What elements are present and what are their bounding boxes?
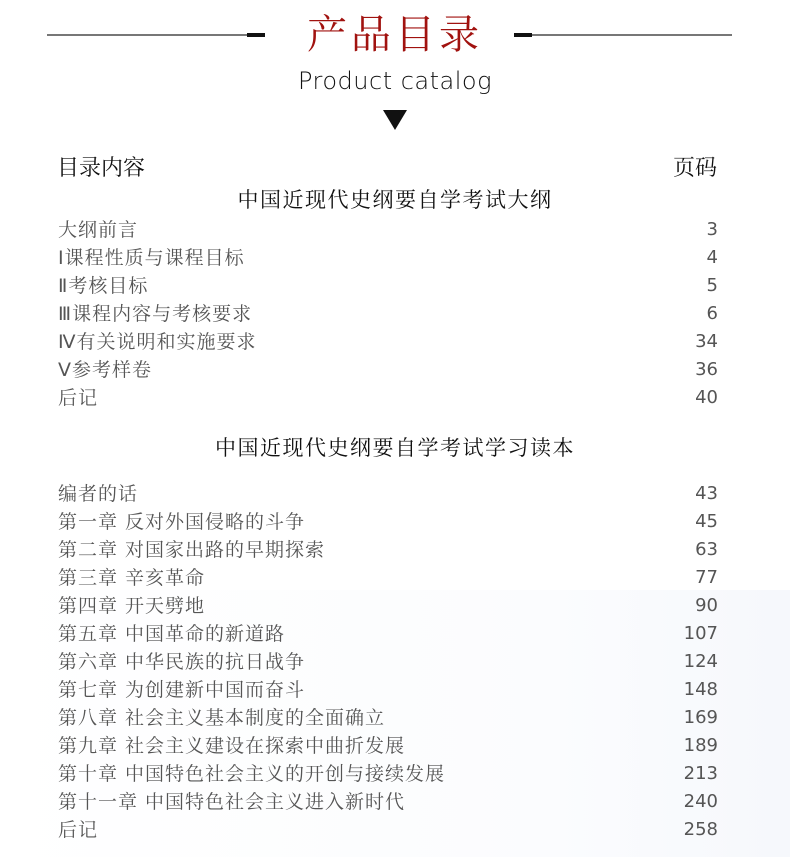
column-header-contents: 目录内容: [57, 156, 146, 181]
toc-row: [0, 272, 790, 300]
toc-label: 第四章 开天劈地: [58, 595, 206, 617]
toc-row: [0, 648, 790, 676]
toc-row: [0, 536, 790, 564]
toc-page: 40: [695, 387, 718, 408]
toc-page: 240: [683, 791, 718, 812]
toc-row: [0, 760, 790, 788]
toc-row: [0, 564, 790, 592]
toc-row: [0, 816, 790, 844]
toc-label: 后记: [58, 819, 99, 841]
toc-row: [0, 300, 790, 328]
page-title: 产品目录: [307, 12, 483, 58]
toc-label: Ⅲ课程内容与考核要求: [58, 303, 253, 325]
toc-label: 第一章 反对外国侵略的斗争: [58, 511, 306, 533]
toc-label: Ⅴ参考样卷: [58, 359, 152, 381]
toc-label: Ⅳ有关说明和实施要求: [58, 331, 257, 353]
toc-label: 第六章 中华民族的抗日战争: [58, 651, 306, 673]
toc-label: 第十章 中国特色社会主义的开创与接续发展: [58, 763, 446, 785]
toc-page: 258: [683, 819, 718, 840]
section-title: 中国近现代史纲要自学考试大纲: [237, 188, 553, 212]
toc-row: [0, 592, 790, 620]
toc-row: [0, 704, 790, 732]
page-subtitle: Product catalog: [297, 67, 493, 95]
toc-row: [0, 480, 790, 508]
toc-page: 45: [695, 511, 718, 532]
toc-page: 63: [695, 539, 718, 560]
toc-page: 36: [695, 359, 718, 380]
toc-page: 213: [683, 763, 718, 784]
section-title: 中国近现代史纲要自学考试学习读本: [215, 436, 575, 460]
toc-row: [0, 356, 790, 384]
column-header-page: 页码: [673, 156, 718, 181]
toc-page: 148: [683, 679, 718, 700]
toc-label: Ⅱ考核目标: [58, 275, 149, 297]
toc-label: 第三章 辛亥革命: [58, 567, 206, 589]
toc-row: [0, 732, 790, 760]
toc-row: [0, 508, 790, 536]
toc-row: [0, 328, 790, 356]
toc-label: 第十一章 中国特色社会主义进入新时代: [58, 791, 406, 813]
toc-row: [0, 244, 790, 272]
toc-page: 34: [695, 331, 718, 352]
toc-page: 5: [706, 275, 718, 296]
toc-page: 3: [706, 219, 718, 240]
toc-page: 77: [695, 567, 718, 588]
toc-row: [0, 216, 790, 244]
toc-label: 编者的话: [58, 483, 139, 505]
toc-page: 189: [683, 735, 718, 756]
toc-row: [0, 620, 790, 648]
toc-label: 后记: [58, 387, 99, 409]
toc-label: 第五章 中国革命的新道路: [58, 623, 286, 645]
toc-label: 第二章 对国家出路的早期探索: [58, 539, 326, 561]
toc-label: 第九章 社会主义建设在探索中曲折发展: [58, 735, 406, 757]
toc-row: [0, 788, 790, 816]
down-triangle-icon: [383, 110, 407, 130]
toc-row: [0, 384, 790, 412]
toc-page: 43: [695, 483, 718, 504]
toc-page: 4: [706, 247, 718, 268]
toc-page: 90: [695, 595, 718, 616]
toc-label: 大纲前言: [58, 219, 139, 241]
toc-label: 第七章 为创建新中国而奋斗: [58, 679, 306, 701]
toc-page: 6: [706, 303, 718, 324]
toc-page: 169: [683, 707, 718, 728]
toc-page: 107: [683, 623, 718, 644]
toc-label: Ⅰ课程性质与课程目标: [58, 247, 245, 269]
toc-label: 第八章 社会主义基本制度的全面确立: [58, 707, 386, 729]
toc-page: 124: [683, 651, 718, 672]
toc-row: [0, 676, 790, 704]
